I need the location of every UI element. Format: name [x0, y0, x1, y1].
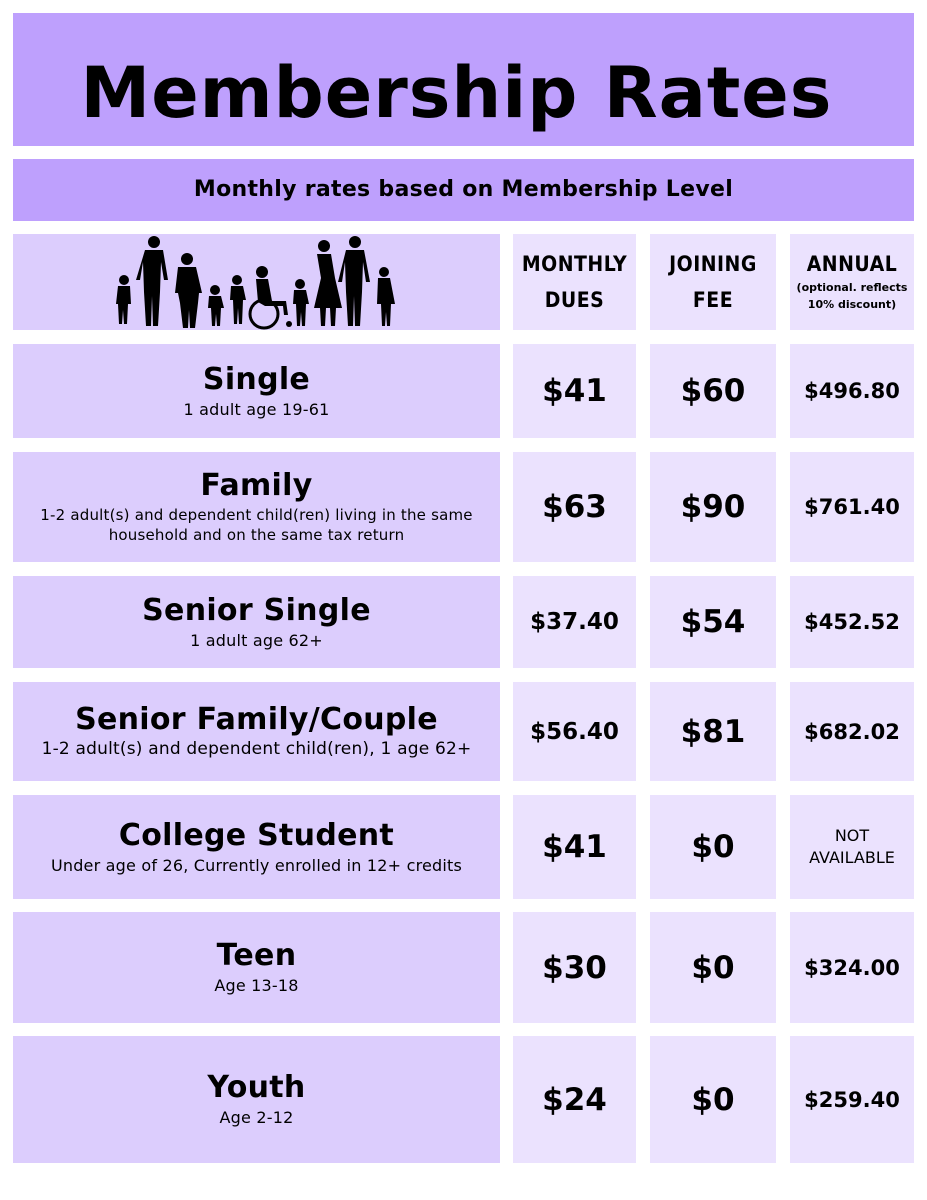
monthly-dues-cell — [513, 1036, 636, 1163]
annual-value: $496.80 — [804, 379, 900, 403]
annual-cell — [790, 1036, 914, 1163]
monthly-dues-cell — [513, 795, 636, 899]
joining-fee-cell — [650, 452, 776, 562]
header-annual — [790, 234, 914, 330]
plan-name: Single — [202, 361, 311, 397]
plan-name: Youth — [207, 1070, 306, 1105]
monthly-dues-value: $41 — [542, 829, 607, 865]
header-annual-note-line2: 10% discount) — [807, 298, 897, 311]
annual-value: $682.02 — [804, 719, 900, 744]
table-row — [13, 795, 500, 899]
monthly-dues-value: $56.40 — [530, 718, 619, 745]
monthly-dues-value: $63 — [542, 489, 607, 525]
monthly-dues-cell — [513, 576, 636, 668]
joining-fee-value: $81 — [680, 713, 746, 750]
joining-fee-cell — [650, 576, 776, 668]
plan-name: Senior Family/Couple — [75, 702, 438, 737]
annual-not-available-line1: NOT — [834, 826, 870, 845]
joining-fee-value: $0 — [691, 1081, 735, 1118]
joining-fee-value: $0 — [691, 829, 735, 865]
title-banner — [13, 13, 914, 146]
plan-description: 1-2 adult(s) and dependent child(ren), 1 age 62+ — [41, 739, 472, 759]
joining-fee-cell — [650, 344, 776, 438]
plan-description: Age 13-18 — [214, 976, 299, 995]
monthly-dues-cell — [513, 344, 636, 438]
table-row — [13, 1036, 500, 1163]
annual-cell — [790, 344, 914, 438]
joining-fee-value: $0 — [691, 949, 735, 986]
subtitle-banner — [13, 159, 914, 221]
annual-value: $324.00 — [804, 955, 900, 980]
header-joining-line1: JOINING — [669, 252, 757, 276]
joining-fee-cell — [650, 795, 776, 899]
header-annual-label: ANNUAL — [806, 252, 898, 276]
monthly-dues-cell — [513, 452, 636, 562]
plan-description-line2: household and on the same tax return — [108, 526, 405, 544]
table-row — [13, 576, 500, 668]
annual-not-available-line2: AVAILABLE — [809, 848, 895, 867]
monthly-dues-value: $24 — [542, 1081, 607, 1118]
header-joining-fee — [650, 234, 776, 330]
table-row — [13, 344, 500, 438]
annual-value: $452.52 — [804, 610, 900, 634]
joining-fee-value: $54 — [680, 604, 746, 640]
monthly-dues-cell — [513, 682, 636, 781]
page-title: Membership Rates — [80, 52, 833, 134]
monthly-dues-cell — [513, 912, 636, 1023]
plan-description: Age 2-12 — [219, 1108, 294, 1127]
monthly-dues-value: $41 — [542, 373, 607, 409]
plan-description: 1 adult age 19-61 — [183, 399, 330, 419]
family-silhouette-icon — [112, 234, 402, 330]
plan-description-line1: 1-2 adult(s) and dependent child(ren) living in the same — [40, 506, 473, 524]
table-row — [13, 452, 500, 562]
annual-cell — [790, 795, 914, 899]
joining-fee-value: $60 — [680, 373, 746, 409]
plan-description: Under age of 26, Currently enrolled in 12+ credits — [50, 855, 463, 875]
plan-name: College Student — [118, 817, 395, 853]
header-monthly-line1: MONTHLY — [521, 252, 628, 276]
header-monthly-dues — [513, 234, 636, 330]
monthly-dues-value: $37.40 — [530, 609, 619, 635]
plan-name: Family — [200, 468, 313, 503]
joining-fee-cell — [650, 912, 776, 1023]
annual-cell — [790, 912, 914, 1023]
annual-cell — [790, 576, 914, 668]
table-row — [13, 682, 500, 781]
joining-fee-cell — [650, 682, 776, 781]
annual-cell — [790, 682, 914, 781]
page-subtitle: Monthly rates based on Membership Level — [193, 177, 734, 202]
header-image-cell — [13, 234, 500, 330]
joining-fee-value: $90 — [680, 489, 746, 525]
annual-cell — [790, 452, 914, 562]
joining-fee-cell — [650, 1036, 776, 1163]
header-monthly-line2: DUES — [544, 288, 605, 312]
plan-name: Teen — [216, 938, 297, 973]
header-annual-note-line1: (optional. reflects — [796, 281, 908, 294]
table-row — [13, 912, 500, 1023]
monthly-dues-value: $30 — [542, 949, 607, 986]
header-joining-line2: FEE — [692, 288, 734, 312]
plan-description: 1 adult age 62+ — [190, 630, 323, 650]
annual-value: $761.40 — [804, 495, 900, 519]
annual-value: $259.40 — [804, 1087, 900, 1112]
plan-name: Senior Single — [142, 592, 371, 628]
